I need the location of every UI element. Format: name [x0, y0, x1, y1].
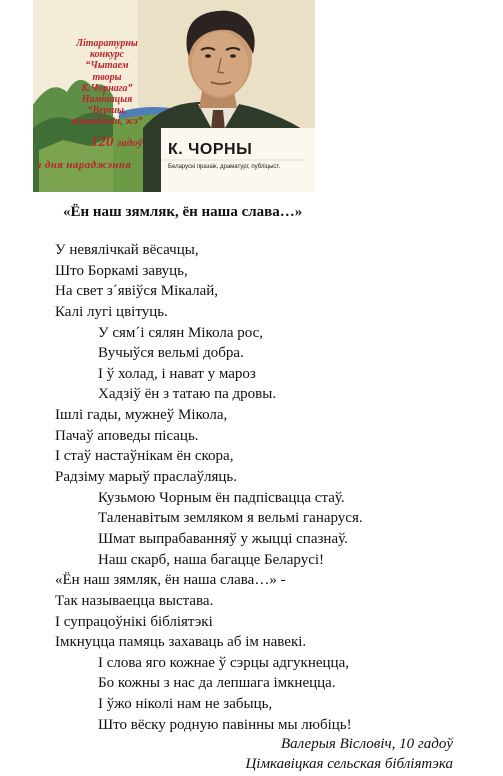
years-word: гадоў [117, 137, 143, 149]
signature [245, 734, 453, 774]
contest-line: творы [92, 71, 122, 83]
years-number: 120 [91, 134, 114, 150]
anniversary-years [91, 134, 143, 151]
poem-line: Імкнуцца памяць захаваць аб ім навекі. [55, 634, 307, 651]
poem-line: На свет з´явіўся Мікалай, [55, 283, 219, 300]
contest-line: апавяданні, эсэ” [71, 116, 143, 128]
contest-line: К.Чорнага” [81, 82, 133, 94]
poem-line: І стаў настаўнікам ён скора, [55, 448, 234, 465]
contest-line: “Вершы, [87, 105, 127, 117]
poem-line: Таленавітым земляком я вельмі ганаруся. [98, 510, 363, 527]
poem-title: «Ён наш зямляк, ён наша слава…» [63, 204, 303, 220]
poem-line: Шмат выпрабаванняў у жыцці спазнаў. [98, 530, 348, 547]
poem-line: І ў холад, і нават у мароз [98, 365, 256, 382]
poem-line: Бо кожны з нас да лепшага імкнецца. [98, 675, 336, 692]
poem-line: І слова яго кожнае ў сэрцы адгукнецца, [98, 654, 349, 671]
poem-line: Пачаў аповеды пісаць. [55, 427, 199, 444]
poem-line: Вучыўся вельмі добра. [98, 345, 244, 362]
contest-line: конкурс [89, 49, 125, 61]
poem-line: І супрацоўнікі бібліятэкі [55, 613, 213, 630]
poem-line: І ўжо ніколі нам не забыць, [98, 696, 273, 713]
poem-line: Калі лугі цвітуць. [55, 303, 168, 320]
poem-line: Хадзіў ён з татаю па дровы. [98, 386, 277, 403]
poem-line: Ішлі гады, мужнеў Мікола, [55, 407, 228, 424]
poem-line: «Ён наш зямляк, ён наша слава…» - [55, 572, 286, 589]
poem-body [55, 240, 495, 735]
poem-line: У сям´і сялян Мікола рос, [98, 324, 264, 341]
poem-line: Так называецца выстава. [55, 592, 214, 609]
signature-author: Валерыя Вісловіч, 10 гадоў [280, 736, 453, 752]
signature-library: Цімкавіцкая сельская бібліятэка [245, 756, 453, 772]
poem-line: Кузьмою Чорным ён падпісвацца стаў. [98, 489, 345, 506]
poem-line: Радзіму марыў праслаўляць. [55, 469, 238, 486]
contest-line: “Чытаем [85, 60, 129, 72]
poem-line: Наш скарб, наша багацце Беларусі! [98, 551, 325, 568]
banner-image [33, 0, 315, 192]
poem-line: Што Боркамі завуць, [55, 262, 188, 279]
contest-line: Намінацыя [81, 94, 133, 106]
poem-line: Што вёску родную павінны мы любіць! [98, 716, 352, 733]
writer-name: К. ЧОРНЫ [168, 141, 253, 158]
contest-line: Літаратурны [76, 38, 138, 49]
writer-caption: Беларускі празаік, драматург, публіцыст. [168, 164, 281, 170]
poem-line: У невялічкай вёсачцы, [55, 242, 199, 258]
contest-announcement [57, 38, 157, 128]
birthday-caption: з дня нараджэння [37, 159, 132, 171]
